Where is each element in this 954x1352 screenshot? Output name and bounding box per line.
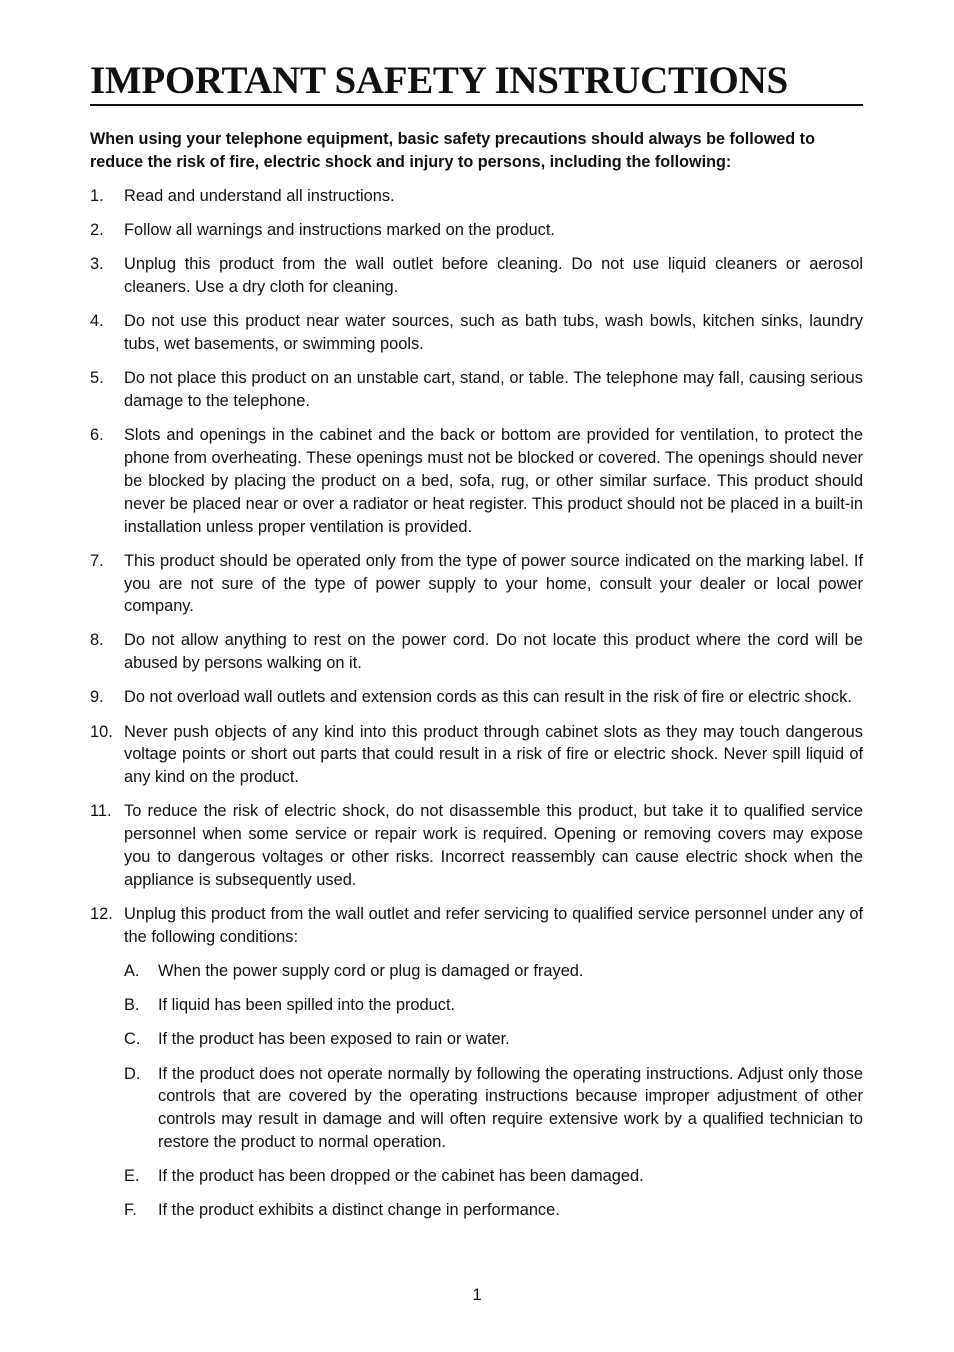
list-item (90, 686, 863, 709)
page-title: IMPORTANT SAFETY INSTRUCTIONS (90, 59, 788, 102)
item-number: 8. (90, 631, 104, 650)
list-item (90, 721, 863, 789)
item-text: Do not place this product on an unstable cart, stand, or table. The telephone may fall, causing serious damage to the telephone. (124, 369, 863, 411)
item-text: Read and understand all instructions. (124, 187, 395, 205)
item-text: Do not use this product near water sources, such as bath tubs, wash bowls, kitchen sinks, laundry tubs, wet basements, or swimming pools. (124, 312, 863, 354)
item-number: 6. (90, 426, 104, 445)
sub-item-text: When the power supply cord or plug is damaged or frayed. (158, 962, 584, 980)
list-item (90, 219, 863, 242)
item-number: 10. (90, 722, 113, 741)
sub-item-text: If the product has been dropped or the cabinet has been damaged. (158, 1167, 644, 1186)
item-number: 12. (90, 905, 113, 924)
sub-item-letter: D. (124, 1064, 141, 1083)
intro-paragraph: When using your telephone equipment, basic safety precautions should always be followed to reduce the risk of fire, electric shock and injury to persons, including the following: (90, 130, 815, 171)
sub-item-letter: F. (124, 1201, 137, 1220)
item-number: 11. (90, 802, 112, 821)
item-text: Unplug this product from the wall outlet and refer servicing to qualified service personnel under any of the following conditions: (124, 905, 863, 946)
item-number: 2. (90, 221, 104, 240)
item-text: Do not allow anything to rest on the power cord. Do not locate this product where the cord will be abused by persons walking on it. (124, 631, 863, 673)
item-text: Do not overload wall outlets and extension cords as this can result in the risk of fire or electric shock. (124, 688, 852, 707)
item-number: 9. (90, 688, 104, 707)
sub-item-letter: E. (124, 1167, 140, 1186)
title-underline (90, 104, 863, 106)
list-item (90, 800, 863, 891)
list-item (90, 310, 863, 356)
list-item (90, 903, 863, 949)
item-text: Unplug this product from the wall outlet before cleaning. Do not use liquid cleaners or aerosol cleaners. Use a dry cloth for cleaning. (124, 255, 863, 297)
list-item (90, 367, 863, 413)
item-text: To reduce the risk of electric shock, do not disassemble this product, but take it to qualified service personnel when some service or repair work is required. Opening or removing covers may expose you to dangerous voltages or other risks. Incorrect reassembly can cause electric shock when the appliance is subsequently used. (124, 802, 863, 889)
sub-list-item (90, 1199, 863, 1222)
item-number: 1. (90, 187, 104, 205)
page-number: 1 (472, 1286, 482, 1304)
sub-item-letter: A. (124, 962, 140, 980)
item-text: Never push objects of any kind into this product through cabinet slots as they may touch dangerous voltage points or short out parts that could result in a risk of fire or electric shock. Never spill liquid of any kind on the product. (124, 722, 863, 787)
sub-item-text: If liquid has been spilled into the product. (158, 996, 456, 1015)
sub-list-item (90, 1165, 863, 1188)
sub-item-text: If the product does not operate normally by following the operating instructions. Adjust only those controls that are covered by the operating instructions because improper adjustment of other controls may result in damage and will often require extensive work by a qualified technician to restore the product to normal operation. (158, 1064, 863, 1151)
item-text: This product should be operated only from the type of power source indicated on the marking label. If you are not sure of the type of power supply to your home, consult your dealer or local power company. (124, 551, 863, 616)
sub-list-item (90, 960, 863, 983)
sub-list-item (90, 1028, 863, 1051)
list-item (90, 550, 863, 618)
sub-item-letter: B. (124, 996, 140, 1015)
sub-item-letter: C. (124, 1030, 141, 1049)
instructions-list (90, 185, 863, 1234)
list-item (90, 253, 863, 299)
sub-item-text: If the product has been exposed to rain or water. (158, 1030, 510, 1049)
item-number: 4. (90, 312, 104, 331)
sub-list-item (90, 1063, 863, 1154)
item-number: 5. (90, 369, 104, 388)
sub-item-text: If the product exhibits a distinct change in performance. (158, 1201, 560, 1220)
item-number: 3. (90, 255, 104, 274)
list-item (90, 629, 863, 675)
item-text: Slots and openings in the cabinet and the back or bottom are provided for ventilation, to protect the phone from overheating. These openings must not be blocked or covered. The openings should never be blocked by placing the product on a bed, sofa, rug, or other similar surface. This product should never be placed near or over a radiator or heat register. This product should not be placed in a built-in installation unless proper ventilation is provided. (124, 426, 863, 536)
item-text: Follow all warnings and instructions marked on the product. (124, 221, 555, 240)
sub-list-item (90, 994, 863, 1017)
list-item (90, 424, 863, 538)
list-item (90, 185, 863, 208)
item-number: 7. (90, 551, 104, 570)
